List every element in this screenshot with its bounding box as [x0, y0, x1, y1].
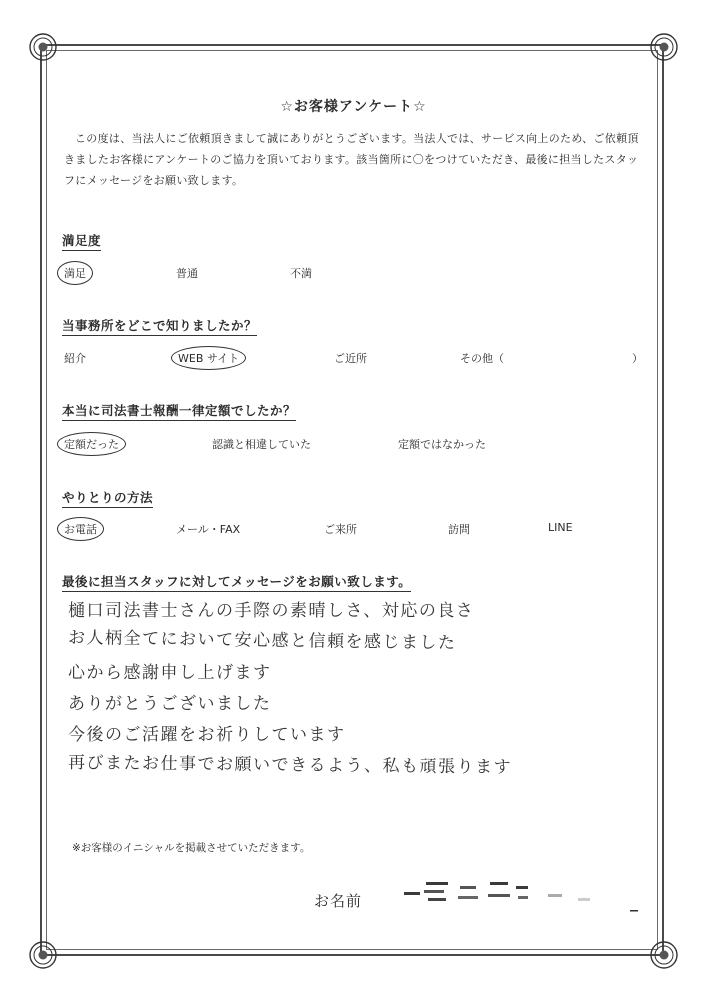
satisfaction-option-satisfied[interactable]: 満足 — [57, 261, 93, 285]
message-heading: 最後に担当スタッフに対してメッセージをお願い致します。 — [62, 572, 411, 592]
contact-option-home-visit[interactable]: 訪問 — [448, 523, 470, 536]
message-line: ありがとうございました — [68, 694, 272, 714]
corner-ornament-bottom-right — [649, 940, 679, 970]
message-line: 樋口司法書士さんの手際の素晴しさ、対応の良さ — [68, 601, 475, 621]
contact-method-heading: やりとりの方法 — [62, 488, 153, 508]
satisfaction-heading: 満足度 — [62, 231, 101, 251]
contact-option-line[interactable]: LINE — [548, 521, 573, 534]
redacted-name — [398, 872, 638, 916]
discovery-heading: 当事務所をどこで知りましたか？ — [62, 316, 257, 336]
discovery-option-neighborhood[interactable]: ご近所 — [334, 352, 367, 365]
message-line: 再びまたお仕事でお願いできるよう、私も頑張ります — [67, 753, 513, 778]
name-label: お名前 — [314, 892, 363, 910]
contact-option-phone[interactable]: お電話 — [57, 517, 104, 541]
message-line: 今後のご活躍をお祈りしています — [68, 725, 346, 745]
satisfaction-option-dissatisfied[interactable]: 不満 — [290, 267, 312, 280]
discovery-option-other[interactable]: その他（ — [460, 352, 504, 365]
initials-note: ※お客様のイニシャルを掲載させていただきます。 — [72, 842, 311, 854]
satisfaction-option-average[interactable]: 普通 — [176, 267, 198, 280]
message-line: 心から感謝申し上げます — [68, 663, 272, 683]
flat-fee-option-different[interactable]: 認識と相違していた — [212, 438, 311, 451]
contact-option-visit-office[interactable]: ご来所 — [324, 523, 357, 536]
discovery-other-paren-close: ） — [632, 352, 643, 365]
contact-option-mail-fax[interactable]: メール・FAX — [176, 523, 241, 536]
flat-fee-option-yes[interactable]: 定額だった — [57, 432, 126, 456]
corner-ornament-top-right — [649, 32, 679, 62]
discovery-option-website[interactable]: WEB サイト — [171, 346, 246, 370]
corner-ornament-bottom-left — [28, 940, 58, 970]
survey-title: ☆お客様アンケート☆ — [280, 99, 427, 115]
survey-intro: この度は、当法人にご依頼頂きまして誠にありがとうございます。当法人では、サービス向上のため、ご依頼頂きましたお客様にアンケートのご協力を頂いております。該当箇所に〇をつけていただき、最後に担当したスタッフにメッセージをお願い致します。 — [64, 132, 639, 187]
handwritten-message — [68, 596, 638, 782]
flat-fee-heading: 本当に司法書士報酬一律定額でしたか？ — [62, 401, 296, 421]
corner-ornament-top-left — [28, 32, 58, 62]
message-line: お人柄全てにおいて安心感と信頼を感じました — [67, 628, 457, 654]
discovery-option-referral[interactable]: 紹介 — [64, 352, 86, 365]
flat-fee-option-no[interactable]: 定額ではなかった — [398, 438, 486, 451]
